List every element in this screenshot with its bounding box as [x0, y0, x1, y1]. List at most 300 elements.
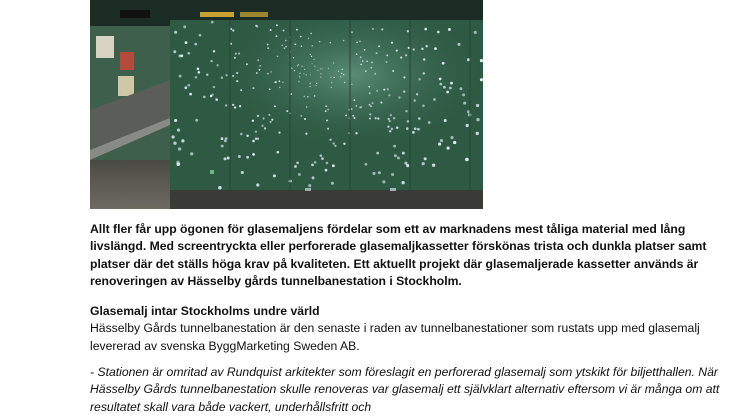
perforation-dot [341, 73, 342, 74]
perforation-dot [321, 157, 324, 160]
perforation-dot [453, 141, 456, 144]
perforation-dot [394, 154, 397, 157]
perforation-dot [368, 86, 370, 88]
perforation-dot [389, 120, 391, 122]
perforation-dot [267, 47, 269, 49]
perforation-dot [184, 86, 187, 89]
perforation-dot [199, 34, 202, 37]
perforation-dot [267, 73, 269, 75]
perforation-dot [387, 126, 389, 128]
perforation-dot [320, 73, 321, 74]
perforation-dot [314, 95, 315, 96]
perforation-dot [276, 24, 278, 26]
perforation-dot [372, 102, 374, 104]
perforation-dot [297, 65, 298, 66]
perforation-dot [285, 40, 287, 42]
perforation-dot [255, 137, 257, 139]
perforation-dot [393, 117, 395, 119]
perforation-dot [176, 161, 180, 165]
perforation-dot [174, 31, 177, 34]
perforation-dot [320, 68, 321, 69]
perforation-dot [187, 84, 190, 87]
perforation-dot [305, 133, 307, 135]
perforation-dot [213, 86, 215, 88]
perforation-dot [360, 56, 362, 58]
perforation-dot [227, 157, 230, 160]
perforation-dot [450, 82, 453, 85]
perforation-dot [351, 108, 353, 110]
perforation-dot [185, 41, 188, 44]
perforation-dot [331, 82, 332, 83]
perforation-dot [369, 113, 371, 115]
perforation-dot [234, 57, 236, 59]
perforation-dot [291, 68, 292, 69]
perforation-dot [311, 63, 312, 64]
perforation-dot [414, 127, 417, 130]
perforation-dot [369, 117, 371, 119]
perforation-dot [376, 52, 378, 54]
perforation-dot [327, 128, 329, 130]
perforation-dot [448, 28, 451, 31]
perforation-dot [331, 182, 334, 185]
perforation-dot [386, 54, 388, 56]
perforation-dot [327, 109, 329, 111]
perforation-dot [298, 173, 301, 176]
perforation-dot [387, 88, 389, 90]
perforation-dot [391, 128, 393, 130]
perforation-dot [197, 68, 200, 71]
perforation-dot [378, 171, 381, 174]
perforation-dot [221, 137, 224, 140]
perforation-dot [270, 71, 272, 73]
perforation-dot [210, 60, 212, 62]
perforation-dot [442, 62, 445, 65]
perforation-dot [311, 56, 312, 57]
perforation-dot [476, 104, 479, 107]
perforation-dot [235, 53, 237, 55]
perforation-dot [259, 65, 261, 67]
perforation-dot [276, 35, 278, 37]
perforation-dot [213, 50, 215, 52]
perforation-dot [282, 81, 284, 83]
perforation-dot [355, 105, 357, 107]
perforation-dot [474, 31, 477, 34]
perforation-dot [364, 163, 367, 166]
perforation-dot [221, 77, 223, 79]
perforation-dot [391, 173, 394, 176]
perforation-dot [325, 110, 327, 112]
perforation-dot [405, 110, 407, 112]
perforation-dot [331, 87, 332, 88]
perforation-dot [240, 89, 242, 91]
perforation-dot [444, 119, 447, 122]
perforation-dot [433, 98, 436, 101]
quote-text: - Stationen är omritad av Rundquist arkitekter som föreslagit en perforerad glasemalj som ytskikt för biljetthallen. När Hässelby Gårds tunnelbanestation skulle renoveras var glasemalj ett självklart alternativ eftersom vi är många om att resultatet skall vara både vackert, underhållsfritt och [90, 365, 720, 414]
perforation-dot [178, 147, 181, 150]
perforation-dot [314, 59, 315, 60]
perforation-dot [246, 156, 249, 159]
perforation-dot [378, 45, 380, 47]
perforation-dot [263, 117, 265, 119]
perforation-dot [329, 139, 331, 141]
perforation-dot [369, 92, 371, 94]
perforation-dot [422, 105, 425, 108]
perforation-dot [320, 77, 321, 78]
perforation-dot [375, 117, 377, 119]
perforation-dot [340, 76, 341, 77]
perforation-dot [328, 68, 329, 69]
perforation-dot [293, 57, 294, 58]
perforation-dot [270, 29, 272, 31]
perforation-dot [309, 86, 310, 87]
article-section [90, 303, 730, 355]
perforation-dot [365, 70, 367, 72]
perforation-dot [316, 83, 317, 84]
perforation-dot [343, 74, 344, 75]
perforation-dot [257, 59, 259, 61]
perforation-dot [238, 53, 240, 55]
perforation-dot [236, 80, 238, 82]
perforation-dot [421, 48, 423, 50]
perforation-dot [301, 46, 302, 47]
perforation-dot [234, 106, 236, 108]
perforation-dot [306, 74, 307, 75]
perforation-dot [344, 82, 345, 83]
perforation-dot [341, 69, 342, 70]
perforation-dot [256, 72, 258, 74]
perforation-dot [407, 120, 410, 123]
perforation-dot [291, 93, 293, 95]
perforation-dot [373, 172, 376, 175]
perforation-dot [274, 105, 276, 107]
perforation-dot [239, 105, 241, 107]
perforation-dot [271, 119, 273, 121]
perforation-dot [402, 152, 405, 155]
perforation-dot [257, 115, 259, 117]
perforation-dot [301, 66, 302, 67]
perforation-dot [424, 28, 427, 31]
perforation-dot [277, 151, 280, 154]
perforation-dot [333, 77, 334, 78]
perforation-dot [366, 60, 368, 62]
perforation-dot [232, 75, 234, 77]
perforation-dot [434, 47, 437, 50]
perforation-dot [267, 44, 269, 46]
perforation-dot [310, 54, 311, 55]
perforation-dot [338, 71, 339, 72]
perforation-dot [232, 29, 234, 31]
intro-text: Allt fler får upp ögonen för glasemaljens fördelar som ett av marknadens mest tåliga material med lång livslängd. Med screentryckta eller perforerade glasemaljkassetter förskönas trista och dunkla platser samt platser där det ställs höga krav på kvaliteten. Ett aktuellt projekt där glasemaljerade kassetter används är renoveringen av Hässelby gårds tunnelbanestation i Stockholm. [90, 222, 707, 288]
perforation-dot [269, 88, 271, 90]
perforation-dot [255, 25, 257, 27]
perforation-dot [351, 31, 353, 33]
perforation-dot [173, 142, 176, 145]
perforation-dot [440, 139, 443, 142]
perforation-dot [391, 42, 393, 44]
perforated-glass-enamel-wall-image [90, 0, 483, 209]
perforation-dot [372, 28, 374, 30]
perforation-dot [423, 58, 425, 60]
perforation-dot [325, 105, 327, 107]
perforation-dot [416, 93, 418, 95]
perforation-dot [353, 99, 355, 101]
perforation-dot [388, 94, 390, 96]
perforation-dot [310, 74, 311, 75]
perforation-dot [311, 45, 312, 46]
perforation-dot [480, 78, 483, 81]
perforation-dot [439, 83, 442, 86]
perforation-dot [308, 38, 310, 40]
perforation-dot [284, 47, 286, 49]
perforation-dot [403, 90, 405, 92]
perforation-dot [404, 162, 407, 165]
perforation-dot [275, 81, 277, 83]
perforation-dot [300, 36, 302, 38]
perforation-dot [374, 73, 376, 75]
perforation-dot [238, 155, 241, 158]
perforation-dot [396, 50, 398, 52]
perforation-dot [294, 165, 297, 168]
perforation-dot [299, 76, 300, 77]
perforation-dot [252, 153, 255, 156]
perforation-dot [405, 54, 407, 56]
perforation-dot [466, 124, 469, 127]
perforation-dot [462, 93, 465, 96]
perforation-dot [355, 132, 357, 134]
perforation-dot [221, 145, 224, 148]
perforation-dot [406, 164, 409, 167]
perforation-dot [283, 30, 285, 32]
perforation-dot [190, 152, 193, 155]
perforation-dot [211, 21, 214, 24]
perforation-dot [307, 96, 309, 98]
perforation-dot [370, 67, 372, 69]
perforation-dot [362, 60, 364, 62]
perforation-dot [314, 161, 317, 164]
perforation-dot [418, 78, 420, 80]
perforation-dot [281, 44, 283, 46]
perforation-dot [432, 164, 435, 167]
perforation-dot [279, 87, 281, 89]
perforation-dot [299, 73, 300, 74]
perforation-dot [304, 96, 306, 98]
perforation-dot [310, 83, 311, 84]
perforation-dot [270, 121, 272, 123]
perforation-dot [413, 48, 415, 50]
perforation-dot [314, 66, 315, 67]
perforation-dot [223, 157, 226, 160]
perforation-dot [333, 62, 334, 63]
perforation-dot [298, 81, 299, 82]
perforation-dot [397, 157, 400, 160]
perforation-dot [396, 126, 398, 128]
perforation-dot [180, 54, 183, 57]
perforation-dot [393, 145, 396, 148]
perforation-dot [446, 146, 449, 149]
perforation-dot [306, 106, 308, 108]
perforation-dot [388, 118, 390, 120]
perforation-dot [241, 171, 244, 174]
perforation-dot [325, 169, 328, 172]
perforation-dot [334, 145, 336, 147]
perforation-dot [215, 98, 217, 100]
perforation-dot [438, 143, 441, 146]
section-body: Hässelby Gårds tunnelbanestation är den senaste i raden av tunnelbanestationer som rustats upp med glasemalj levererad av svenska ByggMarketing Sweden AB. [90, 321, 700, 353]
perforation-dot [428, 121, 431, 124]
perforation-dot [171, 135, 174, 138]
perforation-dot [412, 131, 415, 134]
perforation-dot [298, 64, 299, 65]
perforation-dot [356, 42, 358, 44]
perforation-dot [460, 87, 463, 90]
perforation-dot [392, 70, 394, 72]
perforation-dot [381, 28, 383, 30]
perforation-dot [295, 44, 297, 46]
perforation-dot [345, 114, 347, 116]
perforation-dot [458, 43, 461, 46]
perforation-dot [480, 59, 483, 62]
section-heading: Glasemalj intar Stockholms undre värld [90, 304, 320, 318]
perforation-dot [236, 72, 238, 74]
perforation-dot [252, 87, 254, 89]
perforation-dot [296, 161, 299, 164]
station-photo [90, 0, 483, 209]
perforation-dot [252, 140, 255, 143]
perforation-dot [225, 104, 227, 106]
perforation-dot [380, 101, 382, 103]
perforation-dot [376, 90, 378, 92]
perforation-dot [181, 139, 184, 142]
perforation-dot [225, 74, 227, 76]
perforation-dot [195, 76, 198, 79]
perforation-dot [304, 118, 306, 120]
perforation-dot [417, 128, 420, 131]
perforation-dot [407, 30, 409, 32]
perforation-dot [437, 31, 440, 34]
perforation-dot [386, 61, 388, 63]
perforation-dot [359, 106, 361, 108]
perforation-dot [268, 114, 270, 116]
perforation-dot [463, 102, 466, 105]
perforation-dot [389, 130, 391, 132]
perforation-dot [179, 75, 182, 78]
perforation-dot [264, 127, 266, 129]
perforation-dot [364, 49, 366, 51]
perforation-dot [285, 46, 287, 48]
perforation-dot [326, 162, 329, 165]
perforation-dot [308, 184, 311, 187]
perforation-dot [398, 96, 400, 98]
perforation-dot [252, 120, 254, 122]
perforation-dot [351, 84, 353, 86]
perforation-dot [255, 131, 257, 133]
perforation-dot [246, 135, 249, 138]
perforation-dot [278, 131, 280, 133]
perforation-dot [304, 69, 305, 70]
perforation-dot [203, 96, 206, 99]
perforation-dot [326, 119, 328, 121]
perforation-dot [211, 93, 213, 95]
perforation-dot [425, 45, 428, 48]
perforation-dot [187, 52, 190, 55]
perforation-dot [310, 33, 312, 35]
perforation-dot [371, 62, 373, 64]
perforation-dot [377, 118, 379, 120]
perforation-dot [406, 127, 409, 130]
perforation-dot [256, 183, 259, 186]
perforation-dot [376, 152, 379, 155]
perforation-dot [476, 132, 479, 135]
perforation-dot [273, 174, 276, 177]
perforation-dot [319, 41, 321, 43]
perforation-dot [218, 186, 221, 189]
perforation-dot [333, 142, 335, 144]
perforation-dot [343, 143, 345, 145]
perforation-dot [383, 89, 385, 91]
perforation-dot [296, 29, 298, 31]
perforation-dot [194, 43, 197, 46]
perforation-dot [294, 70, 295, 71]
perforation-dot [206, 73, 208, 75]
perforation-dot [232, 104, 234, 106]
perforation-dot [360, 64, 362, 66]
quote-paragraph [90, 364, 730, 416]
perforation-dot [382, 180, 385, 183]
perforation-dot [403, 76, 405, 78]
perforation-dot [476, 118, 479, 121]
perforation-dot [330, 42, 332, 44]
perforation-dot [317, 70, 318, 71]
intro-paragraph [90, 221, 730, 290]
perforation-dot [261, 125, 263, 127]
perforation-dot [465, 158, 469, 162]
perforation-dot [356, 53, 358, 55]
perforation-dot [300, 115, 302, 117]
perforation-dot [286, 110, 288, 112]
perforation-dot [174, 119, 177, 122]
perforation-dot [414, 99, 416, 101]
perforation-dot [315, 85, 316, 86]
perforation-dot [330, 77, 331, 78]
perforation-dot [312, 176, 315, 179]
perforation-dot [189, 93, 192, 96]
perforation-dot [279, 80, 281, 82]
perforation-dot [198, 71, 201, 74]
perforation-dot [449, 87, 452, 90]
perforation-dot [446, 91, 449, 94]
perforation-dot [359, 40, 361, 42]
perforation-dot [224, 140, 227, 143]
perforation-dot [311, 164, 314, 167]
perforation-dot [320, 154, 323, 157]
perforation-dot [423, 72, 425, 74]
perforation-dot [424, 157, 427, 160]
perforation-dot [439, 78, 442, 81]
perforation-dot [240, 133, 243, 136]
perforation-dot [195, 119, 198, 122]
perforation-dot [401, 181, 404, 184]
perforation-dot [259, 69, 261, 71]
perforation-dot [390, 114, 392, 116]
perforation-dot [177, 129, 180, 132]
perforation-dot [277, 56, 279, 58]
perforation-dot [216, 64, 218, 66]
perforation-dot [322, 68, 323, 69]
perforation-dot [400, 57, 402, 59]
perforation-dot [418, 117, 421, 120]
perforation-dot [443, 86, 446, 89]
perforation-dot [332, 164, 335, 167]
